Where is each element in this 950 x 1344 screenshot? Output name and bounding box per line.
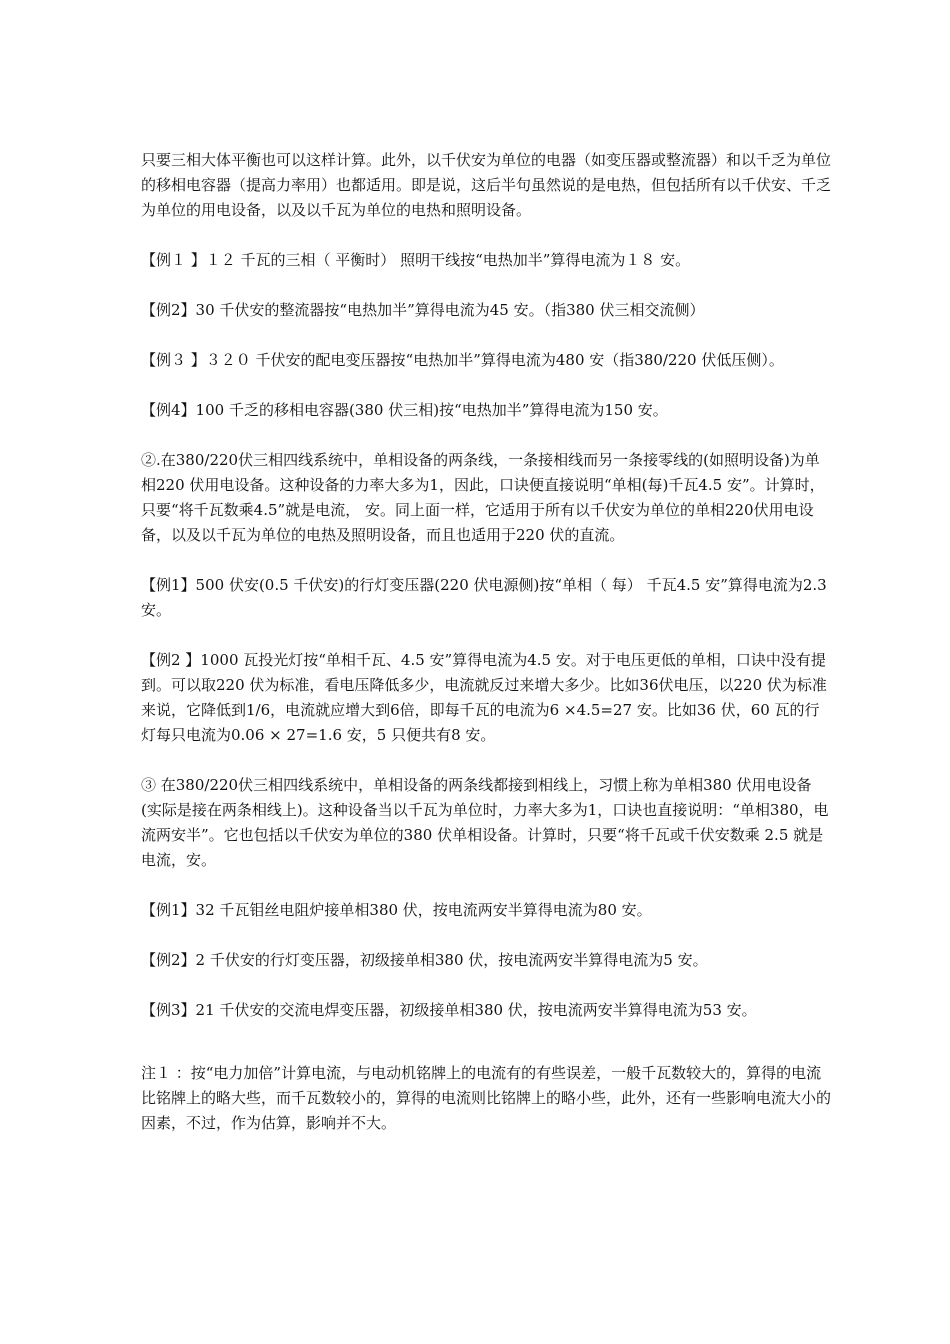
paragraph-example-3: 【例３ 】３２０ 千伏安的配电变压器按“电热加半”算得电流为480 安（指380/220 伏低压侧）。 xyxy=(141,351,784,369)
paragraph-section-3-example-2: 【例2】2 千伏安的行灯变压器，初级接单相380 伏，按电流两安半算得电流为5 安。 xyxy=(141,951,708,969)
paragraph-section-2-example-2: 【例2 】1000 瓦投光灯按“单相千瓦、4.5 安”算得电流为4.5 安。对于电压更低的单相，口诀中没有提到。可以取220 伏为标准，看电压降低多少，电流就反过来增大多少。比如36伏电压，以220 伏为标准来说，它降低到1/6，电流就应增大到6倍，即每千瓦的电流为6 ×4.5=27 安。比如36 伏，60 瓦的行灯每只电流为0.06 × 27=1.6 安，5 只便共有8 安。 xyxy=(141,651,827,744)
paragraph-section-3-example-3: 【例3】21 千伏安的交流电焊变压器，初级接单相380 伏，按电流两安半算得电流为53 安。 xyxy=(141,1001,757,1019)
paragraph-section-2-example-1: 【例1】500 伏安(0.5 千伏安)的行灯变压器(220 伏电源侧)按“单相（ 每） 千瓦4.5 安”算得电流为2.3 安。 xyxy=(141,576,832,619)
paragraph-section-2: ②.在380/220伏三相四线系统中，单相设备的两条线，一条接相线而另一条接零线的(如照明设备)为单相220 伏用电设备。这种设备的力率大多为1，因此，口诀便直接说明“单相(每)千瓦4.5 安”。计算时， 只要“将千瓦数乘4.5”就是电流， 安。同上面一样，它适用于所有以千伏安为单位的单相220伏用电设备，以及以千瓦为单位的电热及照明设备，而且也适用于220 伏的直流。 xyxy=(141,451,830,544)
paragraph-section-3-example-1: 【例1】32 千瓦钼丝电阻炉接单相380 伏，按电流两安半算得电流为80 安。 xyxy=(141,901,652,919)
paragraph-section-3: ③ 在380/220伏三相四线系统中，单相设备的两条线都接到相线上，习惯上称为单相380 伏用电设备(实际是接在两条相线上)。这种设备当以千瓦为单位时，力率大多为1，口诀也直接说明：“单相380，电流两安半”。它也包括以千伏安为单位的380 伏单相设备。计算时，只要“将千瓦或千伏安数乘 2.5 就是电流，安。 xyxy=(141,776,829,869)
paragraph-intro: 只要三相大体平衡也可以这样计算。此外，以千伏安为单位的电器（如变压器或整流器）和以千乏为单位的移相电容器（提高力率用）也都适用。即是说，这后半句虽然说的是电热，但包括所有以千伏安、千乏为单位的用电设备，以及以千瓦为单位的电热和照明设备。 xyxy=(141,151,832,219)
paragraph-example-4: 【例4】100 千乏的移相电容器(380 伏三相)按“电热加半”算得电流为150 安。 xyxy=(141,401,668,419)
paragraph-example-2: 【例2】30 千伏安的整流器按“电热加半”算得电流为45 安。（指380 伏三相交流侧） xyxy=(141,301,705,319)
document-body xyxy=(141,148,831,1136)
paragraph-note-1: 注１ ：按“电力加倍”计算电流，与电动机铭牌上的电流有的有些误差，一般千瓦数较大的，算得的电流比铭牌上的略大些，而千瓦数较小的，算得的电流则比铭牌上的略小些，此外，还有一些影响电流大小的因素，不过，作为估算，影响并不大。 xyxy=(141,1064,832,1132)
paragraph-example-1: 【例１ 】１２ 千瓦的三相（ 平衡时） 照明干线按“电热加半”算得电流为１８ 安。 xyxy=(141,251,691,269)
